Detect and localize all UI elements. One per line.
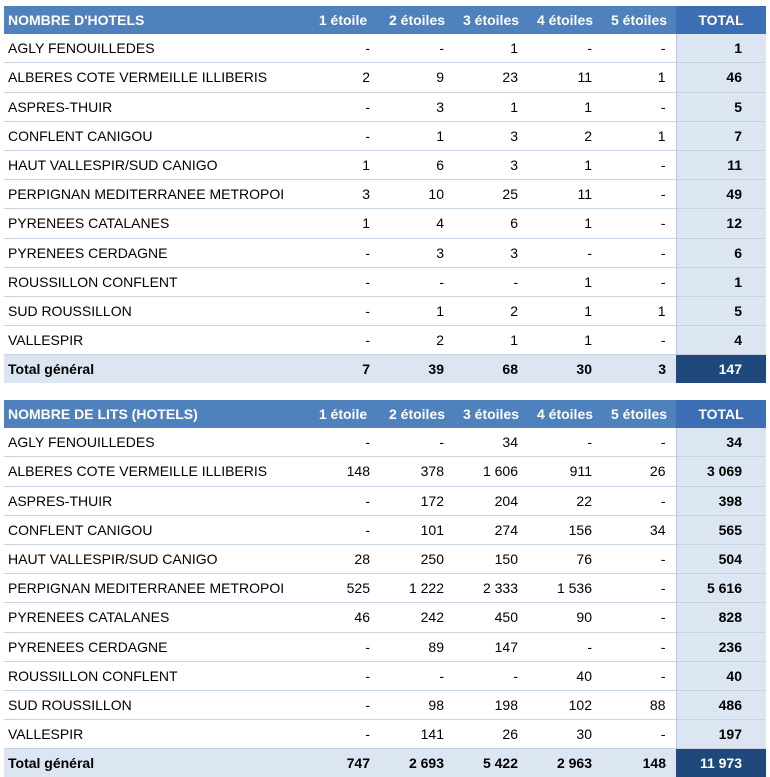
- table-cell: 98: [380, 690, 454, 719]
- table-cell: -: [528, 34, 602, 63]
- column-header-4-stars: 4 étoiles: [528, 400, 602, 428]
- table-cell: -: [306, 121, 380, 150]
- table-cell: 40: [528, 661, 602, 690]
- grand-total-cell: 2 963: [528, 749, 602, 777]
- row-total: 1: [676, 267, 766, 296]
- table-row: [4, 603, 766, 632]
- row-total: 5: [676, 296, 766, 325]
- table-cell: -: [602, 209, 676, 238]
- row-total: 5: [676, 92, 766, 121]
- table-cell: 1: [306, 209, 380, 238]
- grand-total-cell: 39: [380, 355, 454, 384]
- table-cell: -: [602, 150, 676, 179]
- row-total: 504: [676, 544, 766, 573]
- row-label: PERPIGNAN MEDITERRANEE METROPOI: [4, 574, 306, 603]
- table-row: [4, 515, 766, 544]
- table-cell: -: [380, 428, 454, 457]
- table-cell: 1: [454, 326, 528, 355]
- table-cell: 9: [380, 63, 454, 92]
- table-cell: 90: [528, 603, 602, 632]
- table-cell: 1: [528, 209, 602, 238]
- table-row: [4, 574, 766, 603]
- table-cell: 34: [454, 428, 528, 457]
- column-header-2-stars: 2 étoiles: [380, 6, 454, 34]
- table-cell: 147: [454, 632, 528, 661]
- column-header-total: TOTAL: [676, 6, 766, 34]
- table-cell: 2: [306, 63, 380, 92]
- table-cell: 1: [602, 63, 676, 92]
- row-label: ROUSSILLON CONFLENT: [4, 661, 306, 690]
- table-cell: 141: [380, 720, 454, 749]
- header-row: [4, 400, 766, 428]
- row-total: 7: [676, 121, 766, 150]
- table-cell: 6: [454, 209, 528, 238]
- table-cell: 101: [380, 515, 454, 544]
- table-cell: 1: [528, 326, 602, 355]
- row-label: PYRENEES CATALANES: [4, 603, 306, 632]
- row-label: VALLESPIR: [4, 326, 306, 355]
- table-cell: 6: [380, 150, 454, 179]
- grand-total-cell: 7: [306, 355, 380, 384]
- table-cell: -: [454, 267, 528, 296]
- table-cell: -: [528, 632, 602, 661]
- table-cell: -: [602, 92, 676, 121]
- table-cell: -: [306, 428, 380, 457]
- grand-total-value: 11 973: [676, 749, 766, 777]
- table-cell: 1: [454, 92, 528, 121]
- table-row: [4, 428, 766, 457]
- row-total: 4: [676, 326, 766, 355]
- column-header-2-stars: 2 étoiles: [380, 400, 454, 428]
- table-cell: 26: [602, 457, 676, 486]
- row-label: ALBERES COTE VERMEILLE ILLIBERIS: [4, 457, 306, 486]
- row-total: 486: [676, 690, 766, 719]
- table-cell: 88: [602, 690, 676, 719]
- row-label: PYRENEES CERDAGNE: [4, 632, 306, 661]
- table-cell: 89: [380, 632, 454, 661]
- grand-total-row: [4, 355, 766, 384]
- column-header-3-stars: 3 étoiles: [454, 6, 528, 34]
- table-cell: 1: [380, 121, 454, 150]
- table-row: [4, 661, 766, 690]
- table-cell: 2: [454, 296, 528, 325]
- table-cell: 274: [454, 515, 528, 544]
- column-header-4-stars: 4 étoiles: [528, 6, 602, 34]
- row-total: 236: [676, 632, 766, 661]
- table-cell: -: [602, 326, 676, 355]
- row-label: CONFLENT CANIGOU: [4, 121, 306, 150]
- table-cell: 150: [454, 544, 528, 573]
- table-cell: 23: [454, 63, 528, 92]
- grand-total-cell: 5 422: [454, 749, 528, 777]
- table-cell: -: [602, 180, 676, 209]
- table-row: [4, 34, 766, 63]
- table-cell: 1: [528, 150, 602, 179]
- table-cell: -: [602, 238, 676, 267]
- table-cell: -: [306, 267, 380, 296]
- table-cell: -: [602, 428, 676, 457]
- table-cell: 28: [306, 544, 380, 573]
- table-cell: -: [306, 690, 380, 719]
- table-cell: -: [380, 267, 454, 296]
- row-label: SUD ROUSSILLON: [4, 690, 306, 719]
- table-cell: 1: [528, 296, 602, 325]
- table-cell: 22: [528, 486, 602, 515]
- row-total: 828: [676, 603, 766, 632]
- table-cell: 204: [454, 486, 528, 515]
- table-row: [4, 326, 766, 355]
- table-cell: -: [306, 296, 380, 325]
- row-total: 565: [676, 515, 766, 544]
- table-cell: -: [528, 428, 602, 457]
- table-cell: -: [602, 632, 676, 661]
- table-cell: 3: [380, 238, 454, 267]
- table-cell: -: [602, 720, 676, 749]
- table-row: [4, 544, 766, 573]
- table-cell: 3: [454, 238, 528, 267]
- table-cell: 1 222: [380, 574, 454, 603]
- grand-total-cell: 68: [454, 355, 528, 384]
- column-header-1-star: 1 étoile: [306, 6, 380, 34]
- row-label: PERPIGNAN MEDITERRANEE METROPOI: [4, 180, 306, 209]
- table-cell: 34: [602, 515, 676, 544]
- column-header-1-star: 1 étoile: [306, 400, 380, 428]
- row-total: 398: [676, 486, 766, 515]
- table-row: [4, 296, 766, 325]
- table-cell: 46: [306, 603, 380, 632]
- row-label: AGLY FENOUILLEDES: [4, 34, 306, 63]
- table-cell: 378: [380, 457, 454, 486]
- table-row: [4, 720, 766, 749]
- table-cell: -: [306, 632, 380, 661]
- column-header-total: TOTAL: [676, 400, 766, 428]
- table-row: [4, 209, 766, 238]
- table-row: [4, 92, 766, 121]
- table-cell: -: [602, 486, 676, 515]
- table-cell: 911: [528, 457, 602, 486]
- row-total: 11: [676, 150, 766, 179]
- table-cell: -: [602, 267, 676, 296]
- table-cell: 148: [306, 457, 380, 486]
- hotels-table: [4, 6, 766, 383]
- row-total: 3 069: [676, 457, 766, 486]
- table-cell: 102: [528, 690, 602, 719]
- table-cell: 11: [528, 180, 602, 209]
- table-row: [4, 267, 766, 296]
- table-cell: -: [602, 574, 676, 603]
- table-cell: -: [306, 92, 380, 121]
- table-cell: 1: [454, 34, 528, 63]
- table-cell: 3: [454, 121, 528, 150]
- row-label: ASPRES-THUIR: [4, 92, 306, 121]
- table-cell: -: [602, 34, 676, 63]
- row-total: 6: [676, 238, 766, 267]
- row-total: 1: [676, 34, 766, 63]
- table-cell: 3: [380, 92, 454, 121]
- table-cell: -: [602, 603, 676, 632]
- table-cell: 26: [454, 720, 528, 749]
- grand-total-cell: 30: [528, 355, 602, 384]
- table-cell: -: [306, 34, 380, 63]
- table-cell: 2: [380, 326, 454, 355]
- table-cell: -: [306, 720, 380, 749]
- table-cell: 3: [454, 150, 528, 179]
- table-cell: 242: [380, 603, 454, 632]
- row-label: ROUSSILLON CONFLENT: [4, 267, 306, 296]
- row-label: PYRENEES CERDAGNE: [4, 238, 306, 267]
- table-cell: 11: [528, 63, 602, 92]
- table-row: [4, 180, 766, 209]
- grand-total-cell: 2 693: [380, 749, 454, 777]
- table-cell: -: [602, 544, 676, 573]
- table-cell: 1 606: [454, 457, 528, 486]
- table-cell: -: [306, 515, 380, 544]
- table-cell: -: [602, 661, 676, 690]
- table-cell: 1: [380, 296, 454, 325]
- table-cell: 1: [306, 150, 380, 179]
- row-total: 197: [676, 720, 766, 749]
- row-label: SUD ROUSSILLON: [4, 296, 306, 325]
- table-row: [4, 486, 766, 515]
- table-cell: 450: [454, 603, 528, 632]
- column-header-5-stars: 5 étoiles: [602, 400, 676, 428]
- table-cell: 198: [454, 690, 528, 719]
- table-cell: -: [306, 238, 380, 267]
- table-cell: 525: [306, 574, 380, 603]
- column-header-3-stars: 3 étoiles: [454, 400, 528, 428]
- table-cell: -: [380, 34, 454, 63]
- table-cell: 4: [380, 209, 454, 238]
- table-cell: -: [528, 238, 602, 267]
- table-cell: 10: [380, 180, 454, 209]
- table-cell: 3: [306, 180, 380, 209]
- table-cell: 25: [454, 180, 528, 209]
- table-row: [4, 238, 766, 267]
- header-row: [4, 6, 766, 34]
- table-row: [4, 121, 766, 150]
- row-total: 5 616: [676, 574, 766, 603]
- row-total: 12: [676, 209, 766, 238]
- table-row: [4, 690, 766, 719]
- column-header-5-stars: 5 étoiles: [602, 6, 676, 34]
- table-title: NOMBRE DE LITS (HOTELS): [4, 400, 306, 428]
- row-total: 34: [676, 428, 766, 457]
- table-cell: -: [454, 661, 528, 690]
- row-label: HAUT VALLESPIR/SUD CANIGO: [4, 544, 306, 573]
- grand-total-row: [4, 749, 766, 777]
- table-cell: 30: [528, 720, 602, 749]
- row-total: 40: [676, 661, 766, 690]
- row-label: CONFLENT CANIGOU: [4, 515, 306, 544]
- table-cell: 2: [528, 121, 602, 150]
- row-label: ALBERES COTE VERMEILLE ILLIBERIS: [4, 63, 306, 92]
- table-cell: -: [306, 661, 380, 690]
- table-cell: 1: [602, 296, 676, 325]
- grand-total-cell: 3: [602, 355, 676, 384]
- grand-total-value: 147: [676, 355, 766, 384]
- table-cell: 1 536: [528, 574, 602, 603]
- table-cell: 1: [528, 267, 602, 296]
- table-cell: -: [306, 486, 380, 515]
- row-label: HAUT VALLESPIR/SUD CANIGO: [4, 150, 306, 179]
- table-cell: 1: [528, 92, 602, 121]
- row-label: AGLY FENOUILLEDES: [4, 428, 306, 457]
- table-row: [4, 63, 766, 92]
- table-cell: 172: [380, 486, 454, 515]
- row-total: 49: [676, 180, 766, 209]
- table-cell: -: [380, 661, 454, 690]
- row-label: VALLESPIR: [4, 720, 306, 749]
- table-title: NOMBRE D'HOTELS: [4, 6, 306, 34]
- table-row: [4, 457, 766, 486]
- grand-total-cell: 148: [602, 749, 676, 777]
- row-total: 46: [676, 63, 766, 92]
- table-cell: 76: [528, 544, 602, 573]
- table-row: [4, 632, 766, 661]
- grand-total-label: Total général: [4, 355, 306, 384]
- grand-total-cell: 747: [306, 749, 380, 777]
- row-label: PYRENEES CATALANES: [4, 209, 306, 238]
- beds-table: [4, 400, 766, 777]
- table-cell: 156: [528, 515, 602, 544]
- table-cell: 2 333: [454, 574, 528, 603]
- table-cell: 250: [380, 544, 454, 573]
- table-cell: -: [306, 326, 380, 355]
- table-cell: 1: [602, 121, 676, 150]
- table-row: [4, 150, 766, 179]
- row-label: ASPRES-THUIR: [4, 486, 306, 515]
- grand-total-label: Total général: [4, 749, 306, 777]
